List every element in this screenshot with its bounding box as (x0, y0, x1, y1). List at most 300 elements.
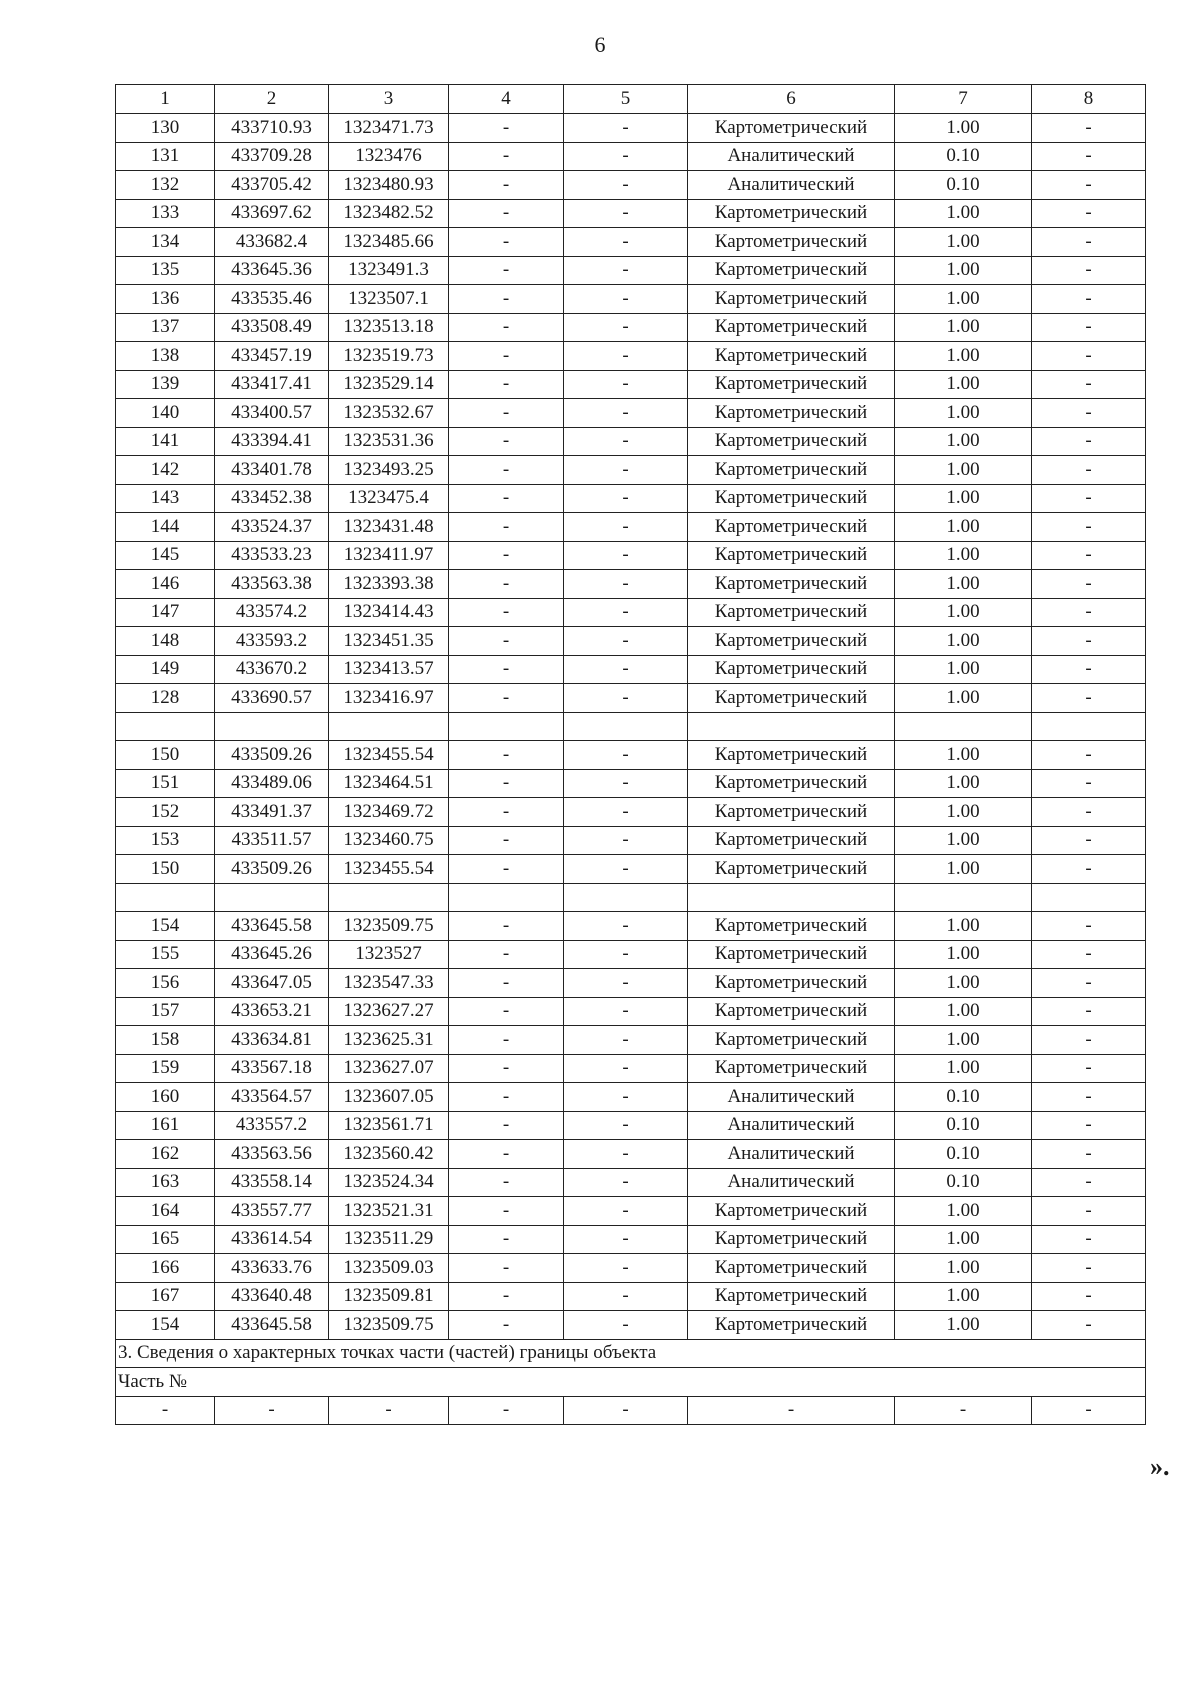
table-cell: Картометрический (688, 484, 895, 513)
table-cell: Картометрический (688, 1311, 895, 1340)
table-cell: Картометрический (688, 228, 895, 257)
table-cell: 433563.56 (215, 1140, 329, 1169)
table-cell: - (564, 1111, 688, 1140)
table-cell: - (1032, 912, 1146, 941)
table-cell: 1323464.51 (329, 769, 449, 798)
table-cell: Картометрический (688, 399, 895, 428)
table-cell: 1323527 (329, 940, 449, 969)
table-cell: Аналитический (688, 142, 895, 171)
table-cell (895, 883, 1032, 912)
table-cell: 1323521.31 (329, 1197, 449, 1226)
table-cell: 1323471.73 (329, 114, 449, 143)
table-cell: - (564, 997, 688, 1026)
table-cell: Картометрический (688, 513, 895, 542)
table-cell: - (449, 1111, 564, 1140)
table-cell: 1.00 (895, 370, 1032, 399)
table-cell: 154 (116, 912, 215, 941)
table-cell (449, 712, 564, 741)
table-cell: 1323475.4 (329, 484, 449, 513)
table-cell: 1.00 (895, 541, 1032, 570)
table-cell: 433509.26 (215, 855, 329, 884)
table-cell: - (449, 1026, 564, 1055)
table-cell: 433645.36 (215, 256, 329, 285)
table-cell: - (1032, 940, 1146, 969)
table-cell: - (449, 684, 564, 713)
table-cell: - (564, 171, 688, 200)
table-cell: - (1032, 1225, 1146, 1254)
table-cell: - (449, 256, 564, 285)
table-cell: Аналитический (688, 1111, 895, 1140)
table-cell: 147 (116, 598, 215, 627)
table-cell: 433670.2 (215, 655, 329, 684)
column-header: 1 (116, 85, 215, 114)
table-cell: - (1032, 741, 1146, 770)
table-cell: 155 (116, 940, 215, 969)
table-row (116, 142, 1146, 171)
table-cell: 1323476 (329, 142, 449, 171)
table-cell: 138 (116, 342, 215, 371)
table-cell: - (564, 1225, 688, 1254)
table-cell: 1323511.29 (329, 1225, 449, 1254)
table-cell: 148 (116, 627, 215, 656)
table-cell: 154 (116, 1311, 215, 1340)
table-cell: 137 (116, 313, 215, 342)
table-cell: 1.00 (895, 456, 1032, 485)
table-cell: Картометрический (688, 114, 895, 143)
table-cell: Картометрический (688, 256, 895, 285)
table-cell: - (564, 798, 688, 827)
table-cell: - (564, 826, 688, 855)
table-cell: 1.00 (895, 798, 1032, 827)
table-cell: - (564, 285, 688, 314)
table-row (116, 1054, 1146, 1083)
table-cell: - (1032, 484, 1146, 513)
table-cell: 163 (116, 1168, 215, 1197)
table-cell: - (449, 456, 564, 485)
table-cell: Картометрический (688, 1225, 895, 1254)
table-cell: 136 (116, 285, 215, 314)
table-cell (1032, 712, 1146, 741)
table-cell: - (564, 655, 688, 684)
table-cell: 1323625.31 (329, 1026, 449, 1055)
table-row (116, 855, 1146, 884)
table-cell: 433567.18 (215, 1054, 329, 1083)
table-cell: - (1032, 769, 1146, 798)
column-header: 4 (449, 85, 564, 114)
table-row (116, 826, 1146, 855)
table-cell: Картометрический (688, 997, 895, 1026)
table-cell: - (449, 826, 564, 855)
table-row (116, 627, 1146, 656)
table-cell: - (1032, 1168, 1146, 1197)
table-cell: 1.00 (895, 427, 1032, 456)
table-cell: 142 (116, 456, 215, 485)
table-cell: - (1032, 256, 1146, 285)
table-cell: Картометрический (688, 1197, 895, 1226)
table-cell: 433508.49 (215, 313, 329, 342)
table-cell (116, 883, 215, 912)
table-cell: 143 (116, 484, 215, 513)
table-cell: 433558.14 (215, 1168, 329, 1197)
table-cell (449, 883, 564, 912)
table-cell: - (564, 912, 688, 941)
table-cell: 0.10 (895, 142, 1032, 171)
table-cell: Картометрический (688, 285, 895, 314)
table-cell: - (1032, 199, 1146, 228)
table-cell (215, 712, 329, 741)
table-cell: 151 (116, 769, 215, 798)
table-cell: 433593.2 (215, 627, 329, 656)
table-cell (564, 712, 688, 741)
table-cell: 164 (116, 1197, 215, 1226)
table-cell: 1323493.25 (329, 456, 449, 485)
part-label: Часть № (116, 1368, 1146, 1397)
table-cell: 149 (116, 655, 215, 684)
table-row (116, 883, 1146, 912)
table-cell: - (564, 399, 688, 428)
table-cell: 160 (116, 1083, 215, 1112)
table-cell: 1.00 (895, 313, 1032, 342)
table-cell: - (564, 456, 688, 485)
table-cell: - (1032, 855, 1146, 884)
table-cell: - (449, 399, 564, 428)
table-cell: 1323480.93 (329, 171, 449, 200)
table-cell: 1323627.27 (329, 997, 449, 1026)
table-cell: 433563.38 (215, 570, 329, 599)
table-cell: 132 (116, 171, 215, 200)
table-cell: 433452.38 (215, 484, 329, 513)
table-cell: - (1032, 1083, 1146, 1112)
table-cell: 1323416.97 (329, 684, 449, 713)
table-cell: 1.00 (895, 655, 1032, 684)
table-cell: - (1032, 285, 1146, 314)
table-cell: 433710.93 (215, 114, 329, 143)
table-cell: - (1032, 541, 1146, 570)
table-cell: - (564, 1282, 688, 1311)
table-cell: 1.00 (895, 684, 1032, 713)
table-row (116, 1026, 1146, 1055)
table-cell: Картометрический (688, 1282, 895, 1311)
table-cell: 1323411.97 (329, 541, 449, 570)
table-cell (1032, 883, 1146, 912)
table-cell: 433489.06 (215, 769, 329, 798)
table-cell: 1.00 (895, 1282, 1032, 1311)
table-cell: 157 (116, 997, 215, 1026)
table-cell: Картометрический (688, 570, 895, 599)
coordinates-table (115, 84, 1146, 1425)
table-cell: 1323509.81 (329, 1282, 449, 1311)
table-cell: - (449, 1254, 564, 1283)
table-cell: - (564, 741, 688, 770)
closing-quote: ». (1150, 1452, 1170, 1481)
table-cell: 433417.41 (215, 370, 329, 399)
table-cell: 433401.78 (215, 456, 329, 485)
table-row (116, 171, 1146, 200)
table-cell: - (1032, 513, 1146, 542)
table-cell: - (1032, 1197, 1146, 1226)
table-cell (688, 883, 895, 912)
table-cell: 433535.46 (215, 285, 329, 314)
table-cell (116, 712, 215, 741)
table-cell: 156 (116, 969, 215, 998)
table-cell: Картометрический (688, 1026, 895, 1055)
table-cell: - (564, 370, 688, 399)
table-cell: Картометрический (688, 199, 895, 228)
table-cell: - (329, 1396, 449, 1425)
table-cell: 128 (116, 684, 215, 713)
table-cell: - (449, 1396, 564, 1425)
table-cell: - (1032, 1026, 1146, 1055)
table-cell: - (1032, 798, 1146, 827)
table-cell (895, 712, 1032, 741)
table-cell: - (564, 1197, 688, 1226)
table-cell: - (564, 313, 688, 342)
table-cell: Картометрический (688, 741, 895, 770)
table-cell: - (1032, 627, 1146, 656)
table-cell: - (564, 855, 688, 884)
table-cell: 1.00 (895, 256, 1032, 285)
table-cell: - (564, 114, 688, 143)
table-row (116, 940, 1146, 969)
table-cell: - (449, 798, 564, 827)
table-cell: 433557.77 (215, 1197, 329, 1226)
table-row (116, 1083, 1146, 1112)
table-row (116, 1311, 1146, 1340)
table-cell: - (215, 1396, 329, 1425)
table-cell: - (1032, 313, 1146, 342)
table-cell: 1323482.52 (329, 199, 449, 228)
table-cell: - (449, 627, 564, 656)
table-cell: - (564, 969, 688, 998)
table-row (116, 997, 1146, 1026)
table-cell: 433574.2 (215, 598, 329, 627)
table-cell: - (564, 256, 688, 285)
table-row (116, 570, 1146, 599)
table-cell: 1323627.07 (329, 1054, 449, 1083)
table-cell: - (1032, 427, 1146, 456)
table-row (116, 684, 1146, 713)
table-cell: 141 (116, 427, 215, 456)
table-cell: 158 (116, 1026, 215, 1055)
table-cell: 1323509.75 (329, 912, 449, 941)
table-cell: 1.00 (895, 228, 1032, 257)
table-cell: - (564, 1140, 688, 1169)
table-cell: 1323491.3 (329, 256, 449, 285)
table-cell: - (1032, 399, 1146, 428)
table-cell: - (564, 570, 688, 599)
table-cell: 1323413.57 (329, 655, 449, 684)
table-cell: 1323560.42 (329, 1140, 449, 1169)
table-row (116, 370, 1146, 399)
table-cell: - (688, 1396, 895, 1425)
section-title: 3. Сведения о характерных точках части (частей) границы объекта (116, 1339, 1146, 1368)
table-row (116, 399, 1146, 428)
table-cell: 1.00 (895, 399, 1032, 428)
table-cell: 0.10 (895, 1083, 1032, 1112)
table-cell: 1323531.36 (329, 427, 449, 456)
table-cell: 145 (116, 541, 215, 570)
table-cell: 1.00 (895, 741, 1032, 770)
table-cell: 1.00 (895, 285, 1032, 314)
table-row (116, 741, 1146, 770)
table-cell: - (1032, 114, 1146, 143)
table-cell: 1.00 (895, 997, 1032, 1026)
table-cell: - (449, 342, 564, 371)
table-cell: - (564, 1396, 688, 1425)
table-cell: 433614.54 (215, 1225, 329, 1254)
table-cell: Картометрический (688, 370, 895, 399)
table-cell: - (449, 741, 564, 770)
table-cell: 1323547.33 (329, 969, 449, 998)
table-cell: - (564, 228, 688, 257)
table-cell: 1.00 (895, 1026, 1032, 1055)
table-cell: 1323509.75 (329, 1311, 449, 1340)
table-cell: - (449, 370, 564, 399)
table-row (116, 1197, 1146, 1226)
table-cell: 161 (116, 1111, 215, 1140)
table-cell: 433653.21 (215, 997, 329, 1026)
table-cell: Картометрический (688, 769, 895, 798)
table-cell: 1323455.54 (329, 741, 449, 770)
table-cell: - (564, 684, 688, 713)
table-cell: Картометрический (688, 826, 895, 855)
table-cell: 166 (116, 1254, 215, 1283)
table-cell: - (564, 1311, 688, 1340)
table-cell: 167 (116, 1282, 215, 1311)
table-cell: 433633.76 (215, 1254, 329, 1283)
table-cell: Картометрический (688, 940, 895, 969)
table-cell: Аналитический (688, 1083, 895, 1112)
table-cell: - (449, 513, 564, 542)
table-cell: 1.00 (895, 627, 1032, 656)
table-row (116, 1396, 1146, 1425)
table-cell: 1.00 (895, 1197, 1032, 1226)
table-cell: - (1032, 228, 1146, 257)
table-row (116, 513, 1146, 542)
table-cell: - (564, 627, 688, 656)
table-cell: 1.00 (895, 912, 1032, 941)
table-cell: 1.00 (895, 598, 1032, 627)
table-cell: - (564, 940, 688, 969)
table-cell: - (564, 1083, 688, 1112)
table-cell: - (1032, 1054, 1146, 1083)
table-cell: 1.00 (895, 855, 1032, 884)
table-cell: 1323431.48 (329, 513, 449, 542)
table-cell: - (1032, 684, 1146, 713)
table-cell: 1323509.03 (329, 1254, 449, 1283)
table-row (116, 228, 1146, 257)
table-row (116, 285, 1146, 314)
table-cell: - (564, 342, 688, 371)
table-cell (688, 712, 895, 741)
table-cell: 433491.37 (215, 798, 329, 827)
table-row (116, 1140, 1146, 1169)
table-cell: 433564.57 (215, 1083, 329, 1112)
table-cell: Картометрический (688, 684, 895, 713)
table-cell: 1323607.05 (329, 1083, 449, 1112)
table-header-row (116, 85, 1146, 114)
table-cell: 433509.26 (215, 741, 329, 770)
table-cell (329, 883, 449, 912)
table-cell: - (449, 484, 564, 513)
table-cell: - (449, 142, 564, 171)
table-cell: - (1032, 456, 1146, 485)
table-cell: 433705.42 (215, 171, 329, 200)
table-cell: - (564, 769, 688, 798)
table-cell: Картометрический (688, 627, 895, 656)
table-cell: Картометрический (688, 456, 895, 485)
table-cell: - (1032, 342, 1146, 371)
table-cell: 0.10 (895, 1111, 1032, 1140)
table-cell: 433697.62 (215, 199, 329, 228)
column-header: 8 (1032, 85, 1146, 114)
table-cell: - (449, 598, 564, 627)
table-row (116, 342, 1146, 371)
table-cell: 433394.41 (215, 427, 329, 456)
table-cell: - (449, 541, 564, 570)
table-cell: - (564, 598, 688, 627)
table-cell: - (449, 570, 564, 599)
table-cell: 433511.57 (215, 826, 329, 855)
table-cell: - (1032, 969, 1146, 998)
table-cell: - (564, 541, 688, 570)
table-cell: 152 (116, 798, 215, 827)
table-cell: 1.00 (895, 1254, 1032, 1283)
table-cell: Картометрический (688, 313, 895, 342)
table-cell: 1323513.18 (329, 313, 449, 342)
table-cell: 1.00 (895, 513, 1032, 542)
column-header: 6 (688, 85, 895, 114)
table-cell: - (1032, 1140, 1146, 1169)
table-cell: - (564, 1026, 688, 1055)
table-cell: - (1032, 598, 1146, 627)
table-cell: 1.00 (895, 342, 1032, 371)
table-row (116, 1168, 1146, 1197)
table-cell: 1323455.54 (329, 855, 449, 884)
table-cell: 1.00 (895, 1225, 1032, 1254)
table-row (116, 655, 1146, 684)
table-cell: 433709.28 (215, 142, 329, 171)
table-cell: - (564, 484, 688, 513)
table-row (116, 427, 1146, 456)
table-cell: - (449, 114, 564, 143)
table-cell: Картометрический (688, 427, 895, 456)
table-cell: 165 (116, 1225, 215, 1254)
table-cell: - (449, 855, 564, 884)
table-cell: 1.00 (895, 769, 1032, 798)
table-row (116, 1282, 1146, 1311)
table-cell: Картометрический (688, 342, 895, 371)
table-row (116, 114, 1146, 143)
table-cell: - (449, 228, 564, 257)
table-cell: - (449, 199, 564, 228)
section-title-row (116, 1339, 1146, 1368)
table-cell: - (564, 142, 688, 171)
table-cell: - (116, 1396, 215, 1425)
table-cell: 1.00 (895, 1311, 1032, 1340)
table-cell: 1.00 (895, 826, 1032, 855)
table-cell: - (449, 1311, 564, 1340)
table-cell: 1.00 (895, 570, 1032, 599)
table-row (116, 912, 1146, 941)
table-cell: 1323519.73 (329, 342, 449, 371)
table-row (116, 1254, 1146, 1283)
table-cell: 433634.81 (215, 1026, 329, 1055)
table-cell: 0.10 (895, 1168, 1032, 1197)
table-row (116, 712, 1146, 741)
table-cell: 139 (116, 370, 215, 399)
table-cell: 144 (116, 513, 215, 542)
